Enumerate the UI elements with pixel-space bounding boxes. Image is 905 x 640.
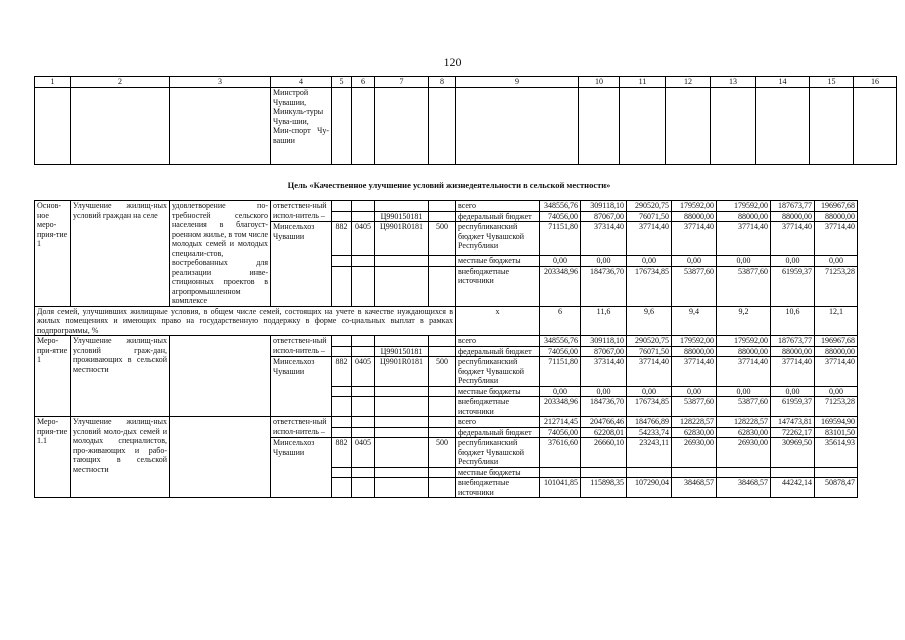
value-cell: 290520,75: [627, 336, 672, 347]
value-cell: [581, 467, 627, 478]
col-num: 5: [332, 77, 352, 88]
value-cell: 0,00: [627, 386, 672, 397]
value-cell: 53877,60: [717, 266, 771, 306]
value-cell: 44242,14: [771, 478, 815, 498]
value-cell: 0,00: [771, 256, 815, 267]
grbs-code: 882: [332, 222, 352, 256]
value-cell: 87067,00: [581, 346, 627, 357]
table-row: [35, 336, 897, 347]
value-cell: 37714,40: [771, 357, 815, 387]
value-cell: 147473,81: [771, 417, 815, 428]
page-number: 120: [443, 55, 462, 69]
value-cell: 61959,37: [771, 266, 815, 306]
activity-name: Улучшение жилищ-ных условий граждан на селе: [71, 201, 170, 307]
responsible-executor: ответствен-ный испол-нитель –: [271, 201, 332, 222]
value-cell: 107290,04: [627, 478, 672, 498]
value-cell: 179592,00: [672, 336, 717, 347]
col-num: 7: [375, 77, 429, 88]
value-cell: 309118,10: [581, 336, 627, 347]
value-cell: 0,00: [540, 256, 581, 267]
indicator-value: 9,2: [717, 306, 771, 336]
value-cell: 0,00: [672, 386, 717, 397]
value-cell: 88000,00: [717, 211, 771, 222]
value-cell: 26660,10: [581, 438, 627, 468]
indicator-x: x: [456, 306, 540, 336]
value-cell: 88000,00: [815, 346, 858, 357]
executor-org: Минсельхоз Чувашии: [271, 222, 332, 307]
value-cell: 348556,76: [540, 336, 581, 347]
value-cell: 176734,85: [627, 397, 672, 417]
program-table: [34, 200, 897, 498]
value-cell: 128228,57: [717, 417, 771, 428]
indicator-value: 11,6: [581, 306, 627, 336]
activity-code: Меро-прия-тие 1.1: [35, 417, 71, 498]
value-cell: 37714,40: [771, 222, 815, 256]
value-cell: 76071,50: [627, 211, 672, 222]
activity-goal: удовлетворение по-требностей сельского населения в благоуст-роенном жилье, в том числе молодых семей и молодых специали-стов, востребованных для реализации инве-стиционных проектов в агропромышленном комплексе: [170, 201, 271, 307]
value-cell: 38468,57: [717, 478, 771, 498]
value-cell: 53877,60: [717, 397, 771, 417]
value-cell: 26930,00: [717, 438, 771, 468]
value-cell: 50878,47: [815, 478, 858, 498]
rzpr-code: 0405: [352, 438, 375, 468]
value-cell: 309118,10: [581, 201, 627, 212]
activity-code: Меро-при-ятие 1: [35, 336, 71, 417]
indicator-value: 6: [540, 306, 581, 336]
value-cell: [815, 467, 858, 478]
source-label: республиканский бюджет Чувашской Республики: [456, 438, 540, 468]
vr-code: 500: [429, 222, 456, 256]
col-num: 13: [711, 77, 756, 88]
value-cell: [771, 467, 815, 478]
indicator-value: 9,4: [672, 306, 717, 336]
csr-code: Ц990150181: [375, 346, 429, 357]
value-cell: 203348,96: [540, 397, 581, 417]
source-label: всего: [456, 336, 540, 347]
value-cell: 196967,68: [815, 336, 858, 347]
col-num: 1: [35, 77, 71, 88]
value-cell: 37314,40: [581, 357, 627, 387]
value-cell: [540, 467, 581, 478]
value-cell: 76071,50: [627, 346, 672, 357]
executor-org: Минсельхоз Чувашии: [271, 438, 332, 498]
value-cell: 88000,00: [771, 211, 815, 222]
value-cell: 348556,76: [540, 201, 581, 212]
value-cell: 0,00: [815, 386, 858, 397]
value-cell: 88000,00: [672, 346, 717, 357]
indicator-row: [35, 306, 897, 336]
activity-name: Улучшение жилищ-ных условий граж-дан, проживающих в сельской местности: [71, 336, 170, 417]
value-cell: 74056,00: [540, 211, 581, 222]
value-cell: 0,00: [717, 386, 771, 397]
value-cell: 0,00: [627, 256, 672, 267]
value-cell: 88000,00: [815, 211, 858, 222]
source-label: местные бюджеты: [456, 467, 540, 478]
value-cell: 87067,00: [581, 211, 627, 222]
value-cell: 88000,00: [771, 346, 815, 357]
activity-code: Основ-ное меро-прия-тие 1: [35, 201, 71, 307]
table-header: [34, 76, 897, 165]
value-cell: 169594,90: [815, 417, 858, 428]
col-num: 3: [170, 77, 271, 88]
col-num: 15: [810, 77, 854, 88]
col-num: 6: [352, 77, 375, 88]
value-cell: 212714,45: [540, 417, 581, 428]
csr-code: Ц990150181: [375, 211, 429, 222]
col-num: 14: [756, 77, 810, 88]
value-cell: [627, 467, 672, 478]
vr-code: 500: [429, 357, 456, 387]
value-cell: 0,00: [771, 386, 815, 397]
value-cell: 0,00: [540, 386, 581, 397]
value-cell: 184766,89: [627, 417, 672, 428]
value-cell: 290520,75: [627, 201, 672, 212]
value-cell: 62830,00: [672, 427, 717, 438]
value-cell: 71253,28: [815, 266, 858, 306]
value-cell: 62208,01: [581, 427, 627, 438]
value-cell: 38468,57: [672, 478, 717, 498]
indicator-value: 9,6: [627, 306, 672, 336]
indicator-value: 12,1: [815, 306, 858, 336]
grbs-code: 882: [332, 357, 352, 387]
value-cell: 26930,00: [672, 438, 717, 468]
col-num: 11: [620, 77, 666, 88]
col-num: 16: [854, 77, 897, 88]
goal-title: Цель «Качественное улучшение условий жизнедеятельности в сельской местности»: [287, 180, 611, 190]
value-cell: 37714,40: [672, 222, 717, 256]
source-label: всего: [456, 201, 540, 212]
continuation-row: [35, 88, 897, 165]
rzpr-code: 0405: [352, 357, 375, 387]
value-cell: 53877,60: [672, 266, 717, 306]
rzpr-code: 0405: [352, 222, 375, 256]
value-cell: 62830,00: [717, 427, 771, 438]
source-label: федеральный бюджет: [456, 427, 540, 438]
value-cell: 88000,00: [717, 346, 771, 357]
responsible-agencies: Минстрой Чувашии, Минкуль-туры Чува-шии, Мин-спорт Чу-вашии: [271, 88, 332, 165]
value-cell: 37714,40: [627, 357, 672, 387]
executor-org: Минсельхоз Чувашии: [271, 357, 332, 417]
value-cell: 71151,80: [540, 222, 581, 256]
value-cell: 37714,40: [815, 222, 858, 256]
table-row: [35, 201, 897, 212]
column-number-row: [35, 77, 897, 88]
value-cell: 184736,70: [581, 266, 627, 306]
value-cell: 30969,50: [771, 438, 815, 468]
col-num: 12: [666, 77, 711, 88]
responsible-executor: ответствен-ный испол-нитель –: [271, 417, 332, 438]
value-cell: 179592,00: [717, 201, 771, 212]
value-cell: 72262,17: [771, 427, 815, 438]
source-label: федеральный бюджет: [456, 211, 540, 222]
value-cell: 88000,00: [672, 211, 717, 222]
value-cell: 0,00: [672, 256, 717, 267]
activity-name: Улучшение жилищ-ных условий моло-дых семей и молодых специалистов, про-живающих и рабо-тающих в сельской местности: [71, 417, 170, 498]
value-cell: 23243,11: [627, 438, 672, 468]
source-label: местные бюджеты: [456, 386, 540, 397]
value-cell: 35614,93: [815, 438, 858, 468]
value-cell: 37714,40: [717, 357, 771, 387]
value-cell: 83101,50: [815, 427, 858, 438]
value-cell: 37616,60: [540, 438, 581, 468]
value-cell: 37714,40: [717, 222, 771, 256]
value-cell: 54233,74: [627, 427, 672, 438]
value-cell: 71253,28: [815, 397, 858, 417]
col-num: 9: [456, 77, 579, 88]
value-cell: 187673,77: [771, 201, 815, 212]
csr-code: Ц9901R0181: [375, 357, 429, 387]
source-label: внебюджетные источники: [456, 478, 540, 498]
value-cell: 71151,80: [540, 357, 581, 387]
csr-code: Ц9901R0181: [375, 222, 429, 256]
value-cell: 101041,85: [540, 478, 581, 498]
source-label: внебюджетные источники: [456, 266, 540, 306]
source-label: всего: [456, 417, 540, 428]
value-cell: 184736,70: [581, 397, 627, 417]
value-cell: [717, 467, 771, 478]
value-cell: 74056,00: [540, 346, 581, 357]
source-label: республиканский бюджет Чувашской Республики: [456, 357, 540, 387]
col-num: 4: [271, 77, 332, 88]
col-num: 2: [71, 77, 170, 88]
value-cell: 0,00: [717, 256, 771, 267]
value-cell: 37314,40: [581, 222, 627, 256]
source-label: федеральный бюджет: [456, 346, 540, 357]
value-cell: 74056,00: [540, 427, 581, 438]
value-cell: 0,00: [581, 256, 627, 267]
value-cell: 204766,46: [581, 417, 627, 428]
col-num: 8: [429, 77, 456, 88]
value-cell: [672, 467, 717, 478]
value-cell: 37714,40: [815, 357, 858, 387]
value-cell: 196967,68: [815, 201, 858, 212]
value-cell: 0,00: [581, 386, 627, 397]
value-cell: 203348,96: [540, 266, 581, 306]
responsible-executor: ответствен-ный испол-нитель –: [271, 336, 332, 357]
value-cell: 187673,77: [771, 336, 815, 347]
table-row: [35, 417, 897, 428]
grbs-code: 882: [332, 438, 352, 468]
value-cell: 179592,00: [672, 201, 717, 212]
value-cell: 61959,37: [771, 397, 815, 417]
source-label: внебюджетные источники: [456, 397, 540, 417]
source-label: республиканский бюджет Чувашской Республики: [456, 222, 540, 256]
value-cell: 115898,35: [581, 478, 627, 498]
indicator-value: 10,6: [771, 306, 815, 336]
value-cell: 37714,40: [627, 222, 672, 256]
value-cell: 128228,57: [672, 417, 717, 428]
value-cell: 0,00: [815, 256, 858, 267]
value-cell: 179592,00: [717, 336, 771, 347]
value-cell: 37714,40: [672, 357, 717, 387]
value-cell: 176734,85: [627, 266, 672, 306]
indicator-text: Доля семей, улучшивших жилищные условия, в общем числе семей, состоящих на учете в качестве нуждающихся в жилых помещениях и имеющих право на государственную поддержку в форме со-циальных выплат в рамках подпрограммы, %: [35, 306, 456, 336]
source-label: местные бюджеты: [456, 256, 540, 267]
value-cell: 53877,60: [672, 397, 717, 417]
vr-code: 500: [429, 438, 456, 468]
col-num: 10: [579, 77, 620, 88]
